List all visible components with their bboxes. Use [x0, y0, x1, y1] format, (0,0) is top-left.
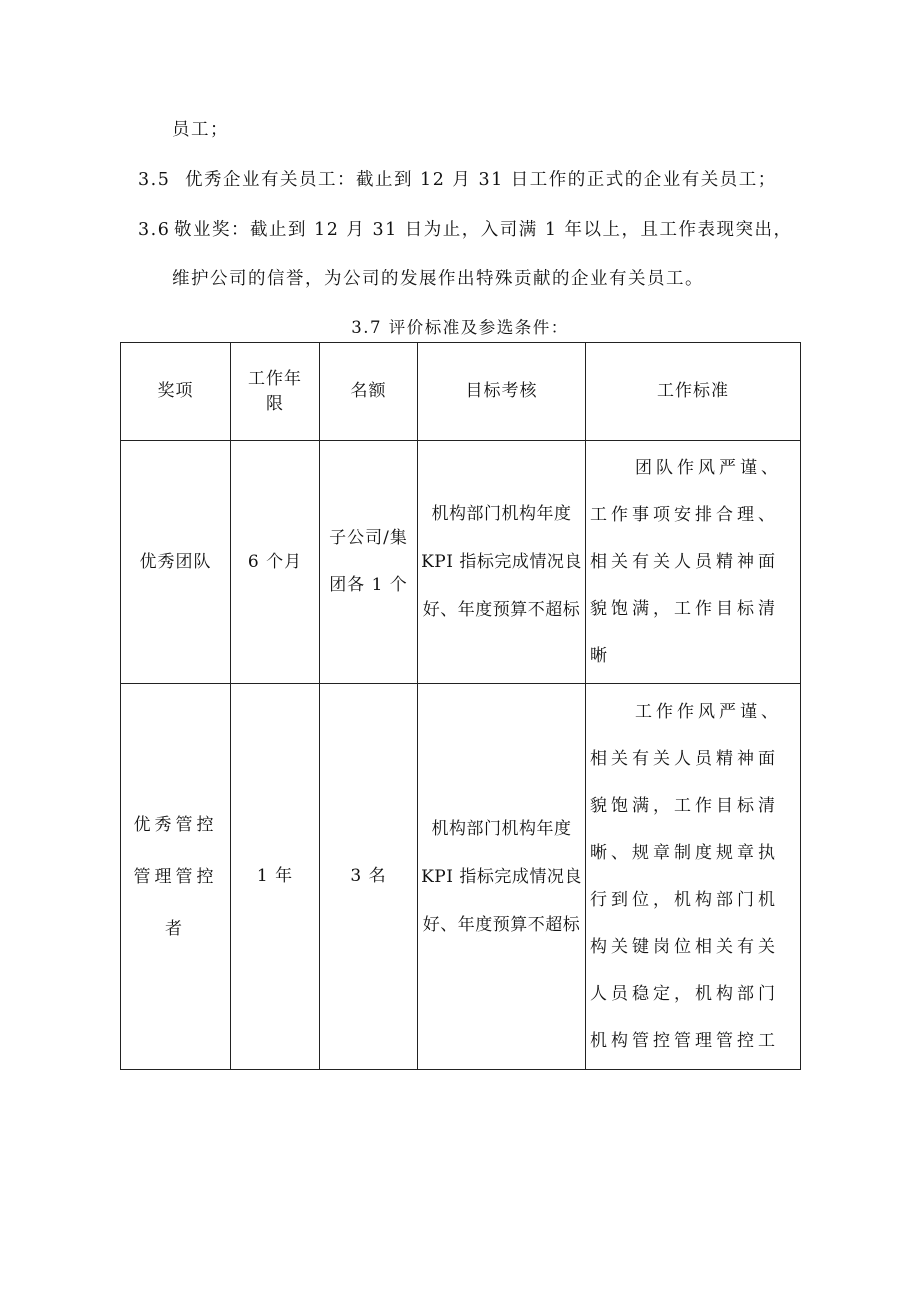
- header-standard: 工作标准: [586, 343, 801, 441]
- cell-award: 优秀团队: [121, 441, 231, 684]
- cell-years: 6 个月: [231, 441, 320, 684]
- cell-quota: 子公司/集团各 1 个: [320, 441, 418, 684]
- cell-standard-text: 团队作风严谨、工作事项安排合理、相关有关人员精神面貌饱满，工作目标清晰: [590, 457, 782, 666]
- cell-years: 1 年: [231, 684, 320, 1070]
- header-quota: 名额: [320, 343, 418, 441]
- clause-number: 3.6: [138, 220, 171, 240]
- cell-award: 优秀管控管理管控者: [121, 684, 231, 1070]
- header-years: 工作年限: [231, 343, 320, 441]
- paragraph-continuation: 员工；: [172, 120, 229, 140]
- table-row: [121, 441, 801, 684]
- table-header-row: [121, 343, 801, 441]
- clause-3-6: [138, 218, 793, 242]
- clause-text: 优秀企业有关员工：截止到 12 月 31 日工作的正式的企业有关员工；: [185, 170, 777, 190]
- cell-quota: 3 名: [320, 684, 418, 1070]
- header-target: 目标考核: [418, 343, 586, 441]
- cell-target: 机构部门机构年度KPI 指标完成情况良好、年度预算不超标: [418, 441, 586, 684]
- table-caption: 3.7 评价标准及参选条件：: [351, 318, 569, 337]
- criteria-table: [120, 342, 801, 1070]
- cell-standard: [586, 441, 801, 684]
- cell-standard: [586, 684, 801, 1070]
- table-row: [121, 684, 801, 1070]
- clause-number: 3.5: [138, 170, 171, 190]
- clause-3-5: [138, 168, 777, 192]
- cell-standard-text: 工作作风严谨、相关有关人员精神面貌饱满，工作目标清晰、规章制度规章执行到位，机构部门机构关键岗位相关有关人员稳定，机构部门机构管控管理管控工: [590, 701, 782, 1051]
- clause-3-6-continuation: 维护公司的信誉，为公司的发展作出特殊贡献的企业有关员工。: [172, 269, 704, 289]
- cell-target: 机构部门机构年度KPI 指标完成情况良好、年度预算不超标: [418, 684, 586, 1070]
- header-award: 奖项: [121, 343, 231, 441]
- clause-text: 敬业奖：截止到 12 月 31 日为止，入司满 1 年以上，且工作表现突出，: [174, 220, 793, 240]
